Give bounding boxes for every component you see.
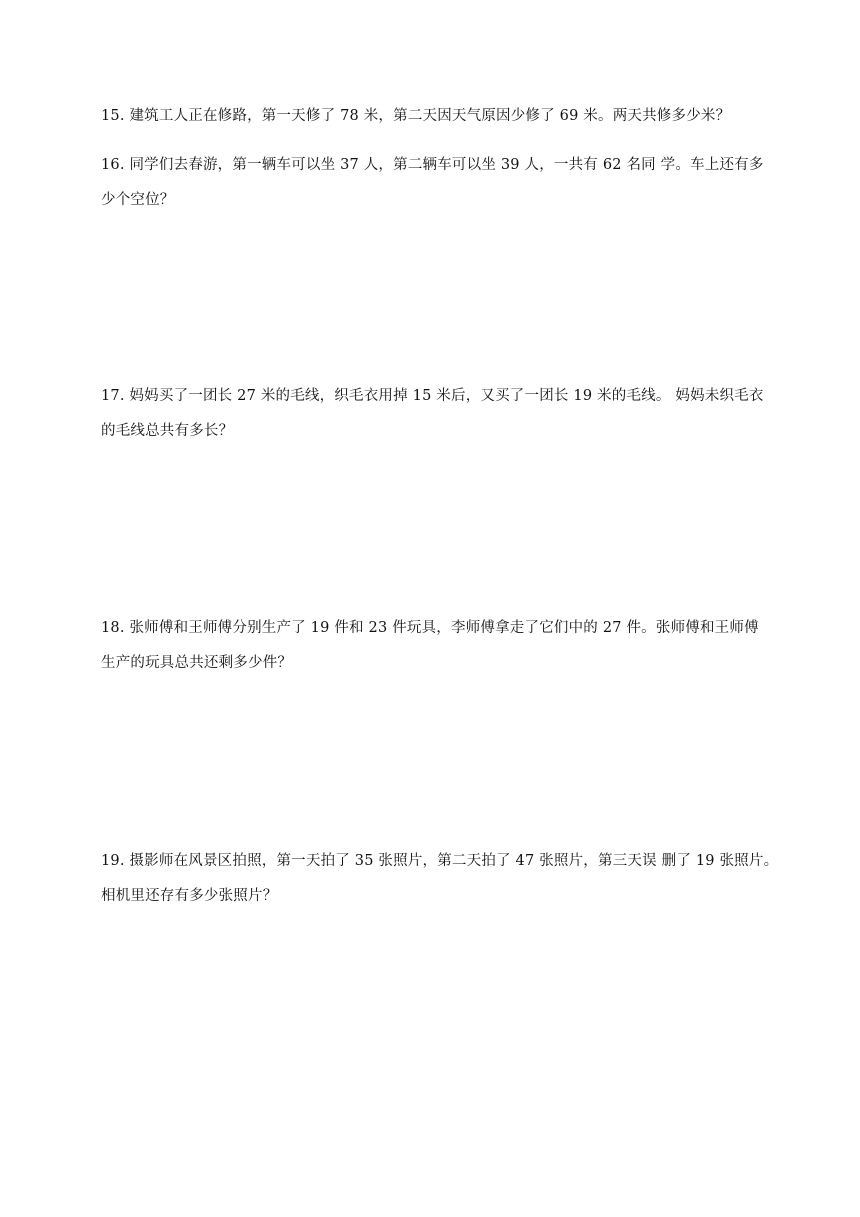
- question-15-line-1: 15. 建筑工人正在修路，第一天修了 78 米，第二天因天气原因少修了 69 米。两天共修多少米？: [101, 108, 731, 124]
- question-18-line-1: 18. 张师傅和王师傅分别生产了 19 件和 23 件玩具，李师傅拿走了它们中的 27 件。张师傅和王师傅: [101, 620, 759, 636]
- question-18-line-2: 生产的玩具总共还剩多少件？: [101, 655, 293, 671]
- question-17-line-2: 的毛线总共有多长？: [101, 423, 234, 439]
- question-19-line-2: 相机里还存有多少张照片？: [101, 888, 278, 904]
- question-19-line-1: 19. 摄影师在风景区拍照，第一天拍了 35 张照片，第二天拍了 47 张照片，第三天误 删了 19 张照片。: [101, 853, 779, 869]
- question-19: [101, 844, 779, 914]
- question-16-line-2: 少个空位？: [101, 192, 175, 208]
- question-15: [101, 99, 769, 134]
- question-17-line-1: 17. 妈妈买了一团长 27 米的毛线，织毛衣用掉 15 米后，又买了一团长 19 米的毛线。 妈妈未织毛衣: [101, 388, 764, 404]
- question-16-line-1: 16. 同学们去春游，第一辆车可以坐 37 人，第二辆车可以坐 39 人，一共有 62 名同 学。车上还有多: [101, 157, 764, 173]
- question-17: [101, 379, 769, 449]
- question-16: [101, 148, 769, 218]
- question-18: [101, 611, 769, 681]
